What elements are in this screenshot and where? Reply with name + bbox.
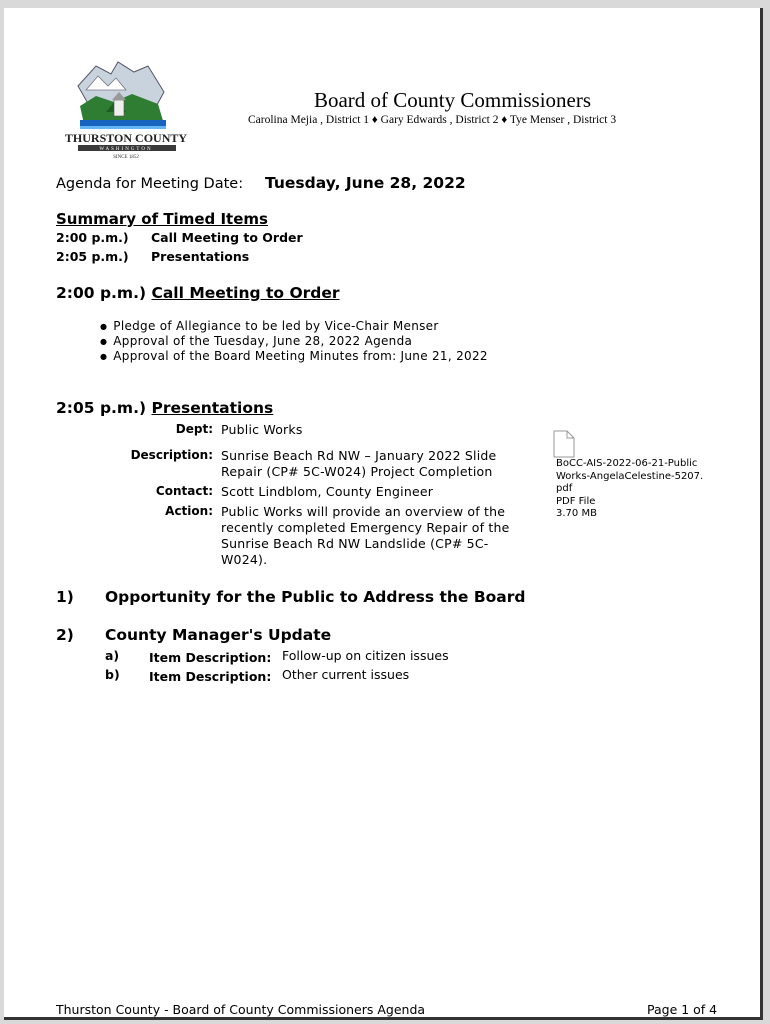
presentations-heading — [56, 399, 273, 417]
subitem-letter: b) — [105, 667, 120, 682]
list-item: ● Approval of the Board Meeting Minutes from: June 21, 2022 — [100, 349, 488, 364]
summary-item-label: Call Meeting to Order — [151, 230, 303, 245]
item-number: 2) — [56, 626, 74, 644]
agenda-date: Tuesday, June 28, 2022 — [265, 174, 466, 192]
item-title: County Manager's Update — [105, 626, 332, 644]
description-value: Sunrise Beach Rd NW – January 2022 Slide Repair (CP# 5C-W024) Project Completion — [221, 448, 497, 479]
footer-title: Thurston County - Board of County Commissioners Agenda — [56, 1002, 426, 1017]
seal-state-name: WASHINGTON — [99, 147, 153, 152]
call-to-order-time: 2:00 p.m.) — [56, 284, 147, 302]
subitem-letter: a) — [105, 648, 120, 663]
item-title: Opportunity for the Public to Address the Board — [105, 588, 526, 606]
item-number: 1) — [56, 588, 74, 606]
document-page — [4, 8, 763, 1020]
list-item: ● Pledge of Allegiance to be led by Vice-Chair Menser — [100, 319, 488, 334]
summary-time: 2:00 p.m.) — [56, 230, 129, 245]
call-to-order-list — [100, 319, 488, 364]
description-label: Description: — [130, 448, 213, 462]
subitem-text: Other current issues — [282, 667, 410, 682]
agenda-date-label: Agenda for Meeting Date: — [56, 176, 244, 192]
call-to-order-heading — [56, 284, 340, 302]
attachment-info[interactable] — [556, 458, 706, 521]
contact-value: Scott Lindblom, County Engineer — [221, 484, 434, 499]
attachment-type: PDF File — [556, 495, 596, 507]
dept-label: Dept: — [175, 422, 213, 436]
call-to-order-title: Call Meeting to Order — [151, 284, 340, 302]
summary-time: 2:05 p.m.) — [56, 249, 129, 264]
seal-since: SINCE 1852 — [113, 155, 139, 160]
action-value: Public Works will provide an overview of the recently completed Emergency Repair of the Sunrise Beach Rd NW Landslide (CP# 5C-W024). — [221, 504, 510, 567]
presentations-title: Presentations — [151, 399, 274, 417]
subitem-label: Item Description: — [149, 650, 272, 665]
dept-value: Public Works — [221, 422, 303, 437]
footer-page-number: Page 1 of 4 — [647, 1002, 718, 1017]
attachment-size: 3.70 MB — [556, 508, 597, 519]
list-item: ● Approval of the Tuesday, June 28, 2022 Agenda — [100, 334, 488, 349]
action-label: Action: — [165, 504, 213, 518]
commissioner-list: Carolina Mejia , District 1 ♦ Gary Edwards , District 2 ♦ Tye Menser , District 3 — [248, 114, 617, 126]
presentations-time: 2:05 p.m.) — [56, 399, 147, 417]
seal-county-name: THURSTON COUNTY — [64, 131, 188, 145]
contact-label: Contact: — [155, 484, 213, 498]
subitem-label: Item Description: — [149, 669, 272, 684]
attachment-filename[interactable]: BoCC-AIS-2022-06-21-PublicWorks-AngelaCelestine-5207.pdf — [556, 458, 704, 494]
subitem-text: Follow-up on citizen issues — [282, 648, 449, 663]
summary-title: Summary of Timed Items — [56, 210, 268, 228]
board-title: Board of County Commissioners — [313, 88, 592, 112]
file-icon[interactable] — [553, 430, 575, 458]
summary-item-label: Presentations — [151, 249, 250, 264]
